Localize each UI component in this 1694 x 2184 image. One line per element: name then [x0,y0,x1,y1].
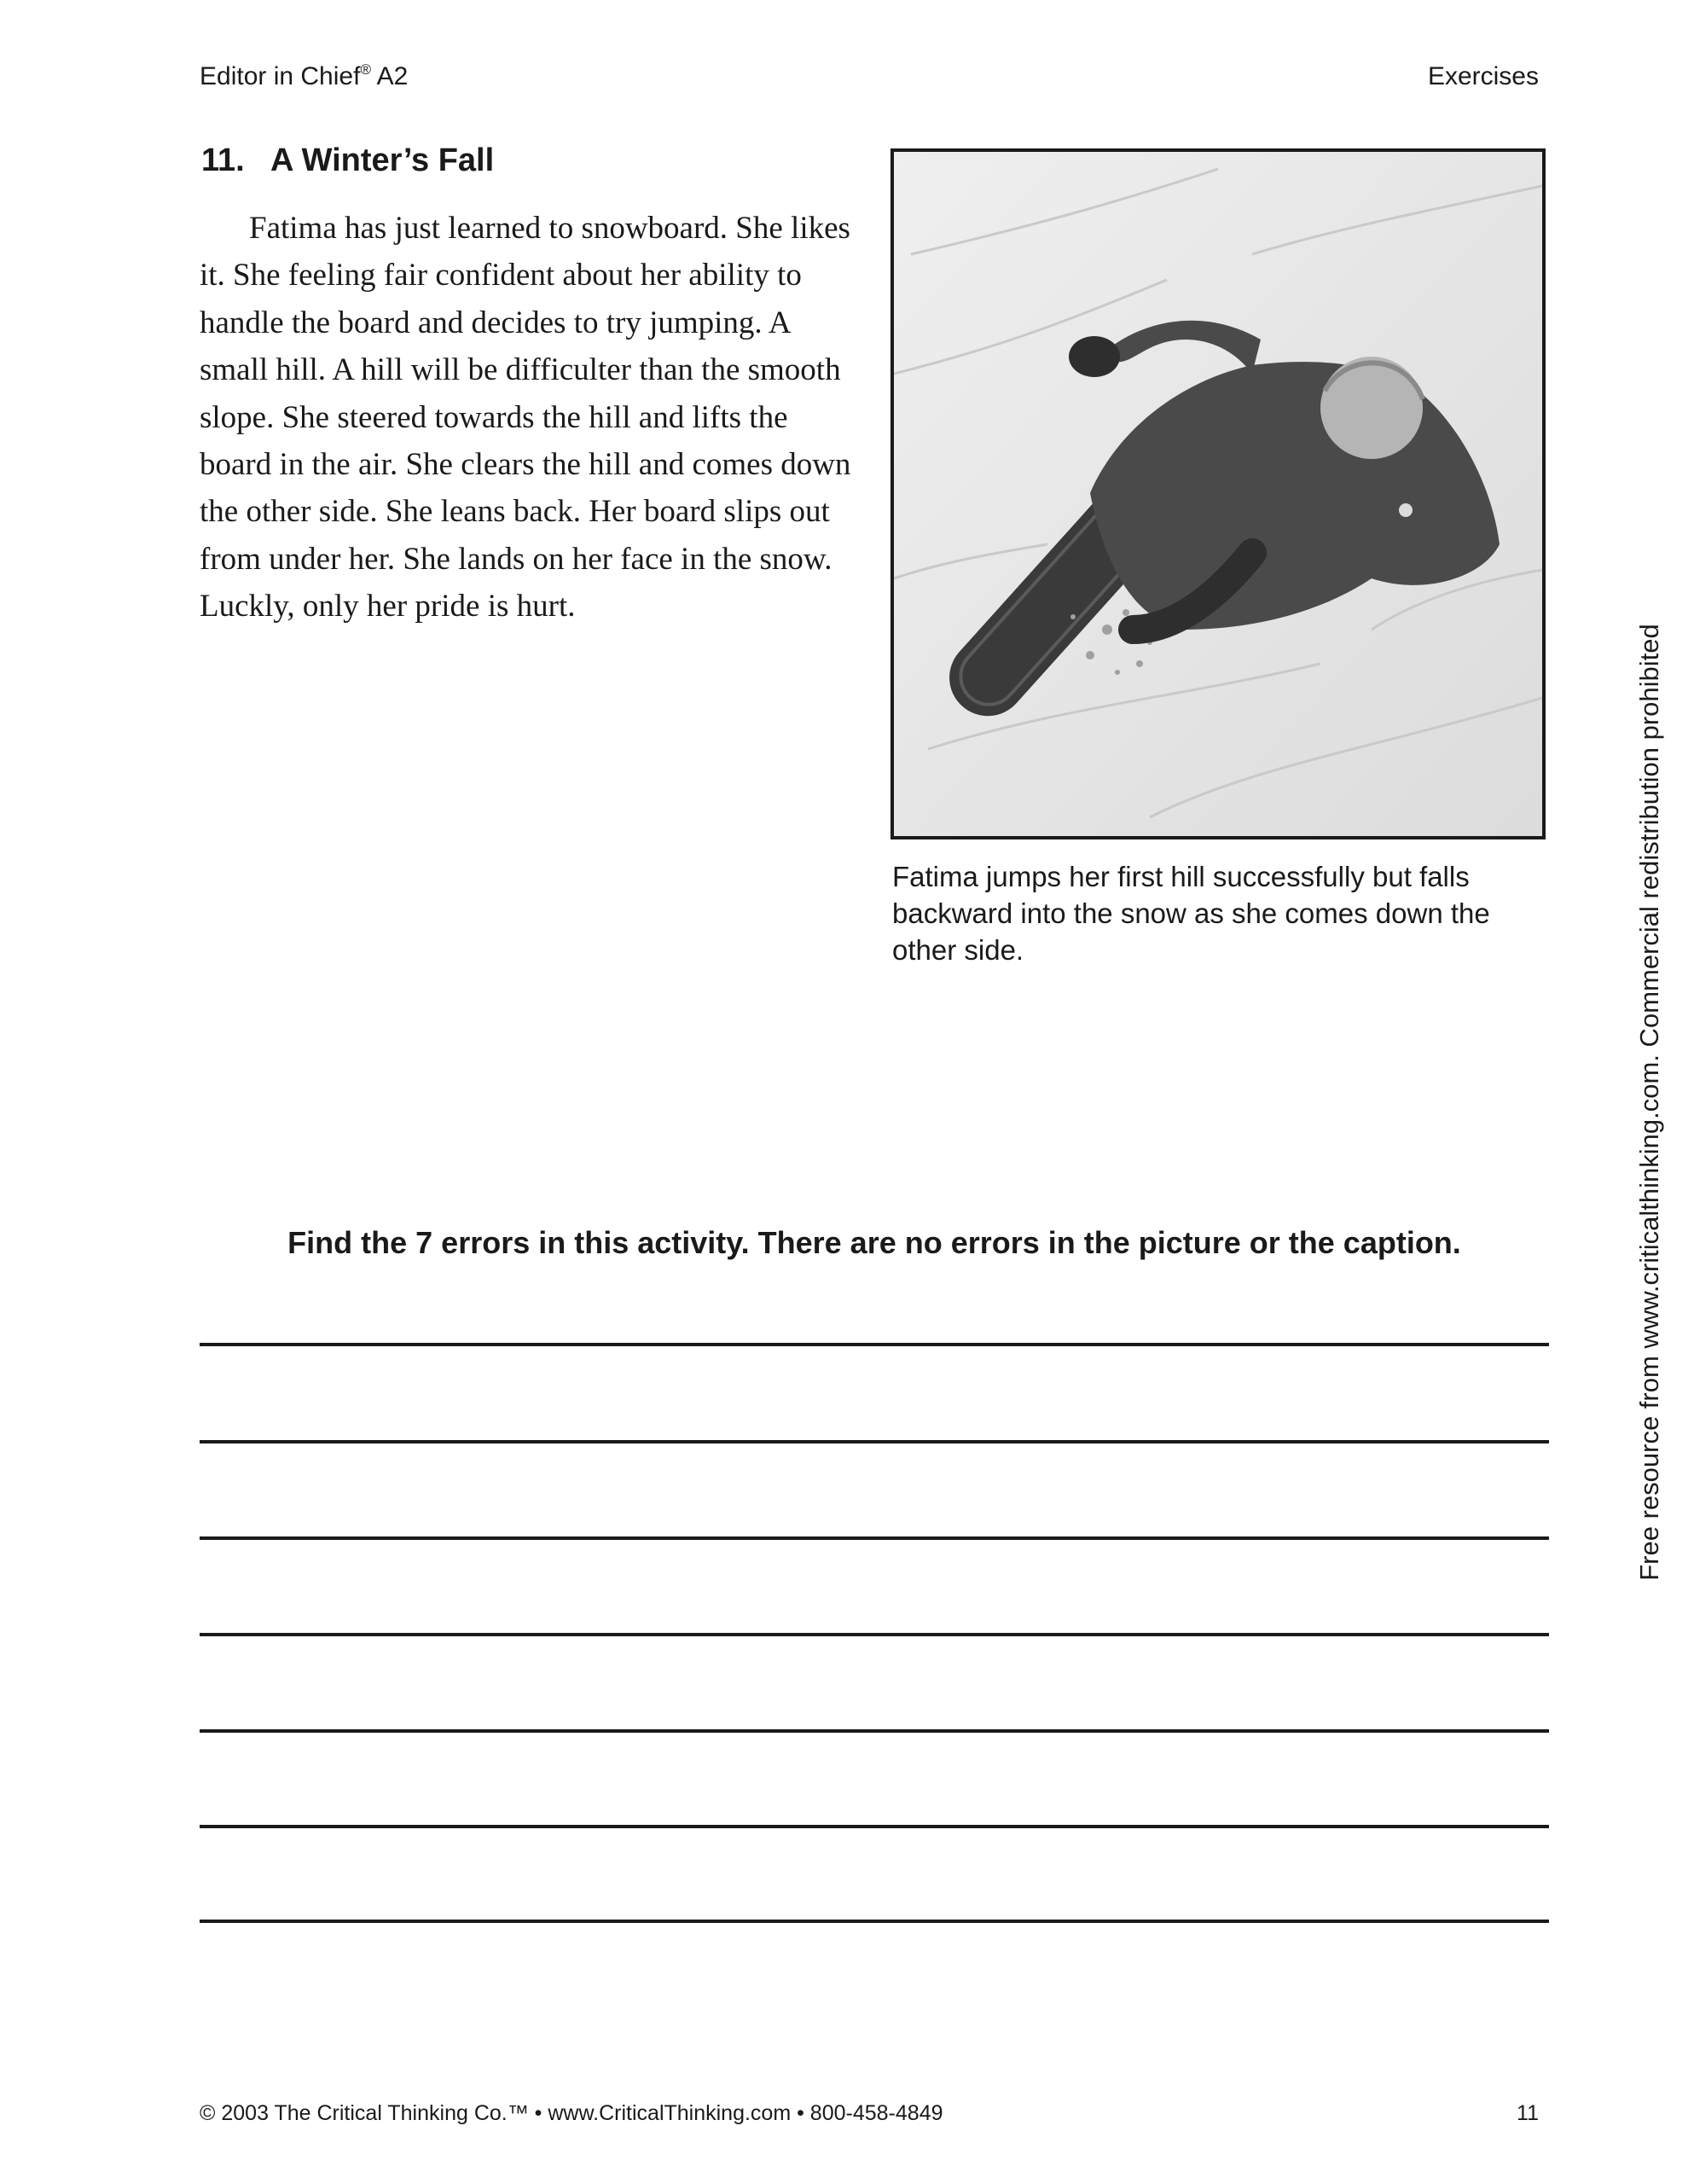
section-label: Exercises [1427,62,1539,90]
answer-line[interactable] [200,1825,1549,1828]
helmet [1320,357,1423,459]
book-title-text: Editor in Chief [200,62,361,90]
snowboarder-illustration [894,152,1542,836]
registered-mark: ® [360,61,371,78]
story-paragraph: Fatima has just learned to snowboard. She likes it. She feeling fair confident about her ability to handle the board and decides to try jumping. A small hill. A hill will be difficulter than the smooth slope. She steered towards the hill and lifts the board in the air. She clears the hill and comes down the other side. She leans back. Her board slips out from under her. She lands on her face in the snow. Luckly, only her pride is hurt. [200,211,851,624]
instructions: Find the 7 errors in this activity. There are no errors in the picture or the caption. [287,1225,1461,1260]
exercise-title: 11. A Winter’s Fall [201,142,495,178]
answer-line[interactable] [200,1440,1549,1443]
photo-caption: Fatima jumps her first hill successfully but falls backward into the snow as she comes down the other side. [892,861,1490,966]
copyright-footer: © 2003 The Critical Thinking Co.™ • www.CriticalThinking.com • 800-458-4849 [200,2101,943,2125]
redistribution-notice: Free resource from www.criticalthinking.com. Commercial redistribution prohibited [1634,624,1664,1581]
answer-line[interactable] [200,1343,1549,1346]
answer-line[interactable] [200,1920,1549,1923]
answer-line[interactable] [200,1536,1549,1540]
book-title [200,60,408,94]
answer-line[interactable] [200,1633,1549,1636]
glove [1069,336,1120,377]
book-level: A2 [370,62,409,90]
snowboarder-photo [891,148,1546,839]
jacket-detail [1399,503,1413,517]
answer-line[interactable] [200,1729,1549,1733]
page-number: 11 [1517,2101,1539,2125]
